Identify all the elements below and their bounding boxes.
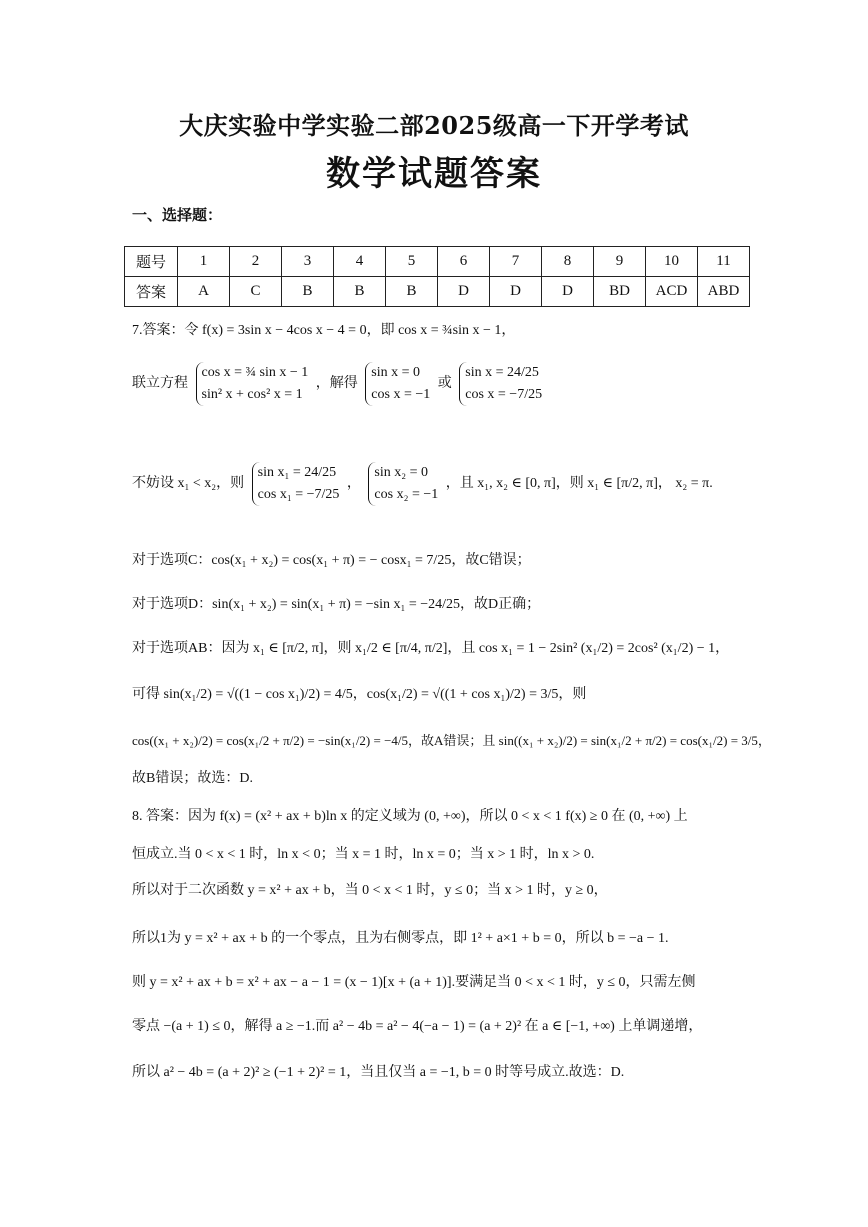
q7-equation-system-3 [459, 362, 542, 406]
answer-cell: D [438, 277, 490, 307]
answer-cell: A [178, 277, 230, 307]
question-number-cell: 8 [542, 247, 594, 277]
q7-derive-line: 可得 sin(x₁/2) = √((1 − cos x₁)/2) = 4/5，cos(x₁/2) = √((1 + cos x₁)/2) = 3/5，则 [132, 687, 587, 702]
q8-line-7: 所以 a² − 4b = (a + 2)² ≥ (−1 + 2)² = 1，当且仅当 a = −1, b = 0 时等号成立.故选：D. [132, 1065, 625, 1080]
q7-option-ab: 对于选项AB：因为 x₁ ∈ [π/2, π]，则 x₁/2 ∈ [π/4, π/2]，且 cos x₁ = 1 − 2sin² (x₁/2) = 2cos² (x₁/2) − 1， [132, 641, 730, 656]
question-number-cell: 9 [594, 247, 646, 277]
q8-line-3: 所以对于二次函数 y = x² + ax + b，当 0 < x < 1 时，y ≤ 0；当 x > 1 时，y ≥ 0， [132, 883, 608, 898]
q7-text: ， [346, 476, 361, 492]
q7-equation: sin x = 24/25 [465, 365, 539, 380]
row-label-answer: 答案 [125, 277, 178, 307]
row-label-number: 题号 [125, 247, 178, 277]
q7-option-c: 对于选项C：cos(x₁ + x₂) = cos(x₁ + π) = − cosx₁ = 7/25，故C错误； [132, 553, 531, 568]
q7-text: 联立方程 [132, 376, 188, 392]
answer-cell: ABD [698, 277, 750, 307]
q7-equation: cos x = ¾ sin x − 1 [201, 365, 309, 380]
q8-line-4: 所以1为 y = x² + ax + b 的一个零点，且为右侧零点，即 1² + a×1 + b = 0，所以 b = −a − 1. [132, 931, 669, 946]
q7-equation-system-1 [196, 362, 309, 406]
q7-system-line [132, 362, 546, 406]
question-number-cell: 4 [334, 247, 386, 277]
q7-text: 或 [437, 376, 452, 392]
answer-cell: B [282, 277, 334, 307]
q7-text: ，解得 [315, 376, 358, 392]
q7-conclusion-line: cos((x₁ + x₂)/2) = cos(x₁/2 + π/2) = −sin(x₁/2) = −4/5，故A错误；且 sin((x₁ + x₂)/2) = sin(x₁/2 + π/2) = cos(x₁/2) = 3/5， [132, 733, 771, 748]
q7-assume-line [132, 462, 713, 506]
answer-cell: ACD [646, 277, 698, 307]
question-number-cell: 5 [386, 247, 438, 277]
q7-equation: sin x₂ = 0 [374, 465, 429, 480]
answer-cell: D [542, 277, 594, 307]
question-number-cell: 2 [230, 247, 282, 277]
q8-line-5: 则 y = x² + ax + b = x² + ax − a − 1 = (x − 1)[x + (a + 1)].要满足当 0 < x < 1 时，y ≤ 0，只需左侧 [132, 975, 696, 990]
q7-equation-system-2 [365, 362, 430, 406]
q8-line-1: 8. 答案：因为 f(x) = (x² + ax + b)ln x 的定义域为 (0, +∞)，所以 0 < x < 1 f(x) ≥ 0 在 (0, +∞) 上 [132, 809, 688, 824]
q7-option-d: 对于选项D：sin(x₁ + x₂) = sin(x₁ + π) = −sin x₁ = −24/25，故D正确； [132, 597, 541, 612]
question-number-cell: 1 [178, 247, 230, 277]
q8-line-2: 恒成立.当 0 < x < 1 时，ln x < 0；当 x = 1 时，ln x = 0；当 x > 1 时，ln x > 0. [132, 847, 595, 862]
question-number-row [125, 247, 750, 277]
question-number-cell: 3 [282, 247, 334, 277]
q8-line-6: 零点 −(a + 1) ≤ 0，解得 a ≥ −1.而 a² − 4b = a² − 4(−a − 1) = (a + 2)² 在 a ∈ [−1, +∞) 上单调递增， [132, 1019, 703, 1034]
answer-row [125, 277, 750, 307]
question-number-cell: 7 [490, 247, 542, 277]
answer-cell: B [386, 277, 438, 307]
answer-cell: C [230, 277, 282, 307]
q7-final-answer: 故B错误；故选：D. [132, 771, 253, 786]
answer-cell: D [490, 277, 542, 307]
q7-text: ，且 x₁, x₂ ∈ [0, π]，则 x₁ ∈ [π/2, π]， x₂ = π. [445, 476, 713, 492]
q7-equation: cos x = −1 [371, 387, 431, 402]
question-number-cell: 10 [646, 247, 698, 277]
answer-cell: BD [594, 277, 646, 307]
q7-text: 不妨设 x₁ < x₂，则 [132, 476, 245, 492]
answer-cell: B [334, 277, 386, 307]
q7-equation: sin x = 0 [371, 365, 421, 380]
exam-title: 大庆实验中学实验二部2025级高一下开学考试 [179, 111, 689, 140]
q7-line-1: 7.答案：令 f(x) = 3sin x − 4cos x − 4 = 0，即 cos x = ¾sin x − 1， [132, 323, 516, 338]
q7-equation-system-5 [368, 462, 438, 506]
q7-equation-system-4 [252, 462, 340, 506]
question-number-cell: 11 [698, 247, 750, 277]
q7-equation: cos x = −7/25 [465, 387, 543, 402]
answer-table [124, 246, 750, 307]
section-heading: 一、选择题： [132, 206, 223, 224]
q7-equation: sin x₁ = 24/25 [257, 465, 337, 480]
q7-equation: cos x₂ = −1 [374, 487, 439, 502]
document-subtitle: 数学试题答案 [326, 154, 542, 194]
q7-equation: cos x₁ = −7/25 [257, 487, 340, 502]
q7-equation: sin² x + cos² x = 1 [201, 387, 303, 402]
question-number-cell: 6 [438, 247, 490, 277]
